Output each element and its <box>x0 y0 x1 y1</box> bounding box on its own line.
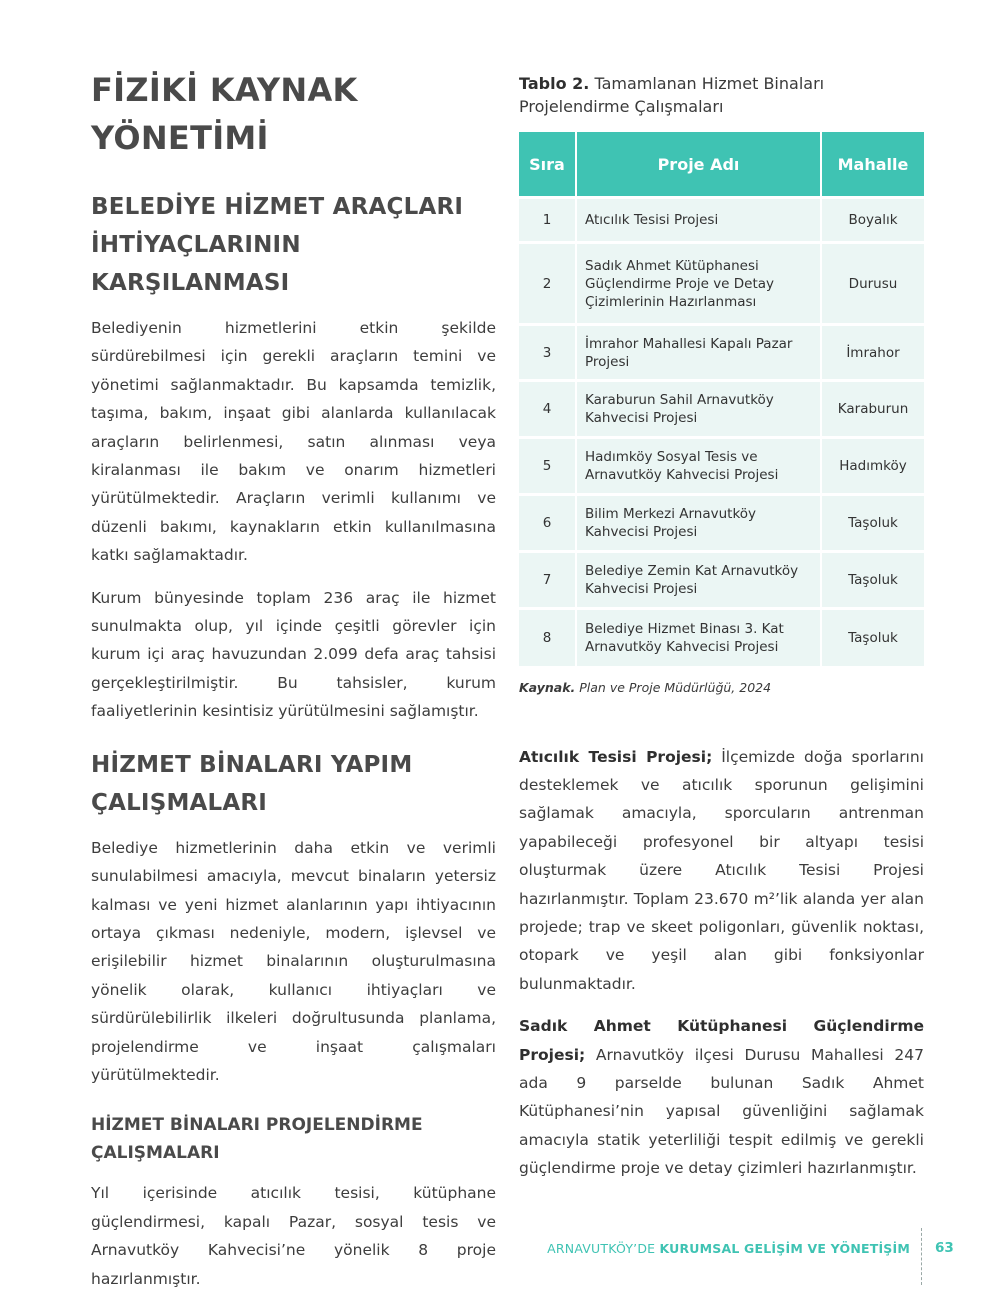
section-heading-vehicles <box>91 188 496 302</box>
section-heading-buildings-line1: HİZMET BİNALARI YAPIM <box>91 751 413 778</box>
row-project-name: Hadımköy Sosyal Tesis ve Arnavutköy Kahvecisi Projesi <box>576 438 821 495</box>
page-number: 63 <box>935 1240 954 1256</box>
atcilik-text: İlçemizde doğa sporlarını desteklemek ve atıcılık sporunun gelişimini sağlamak amacıyla, sporcuların antrenman yapabileceği profesyonel bir altyapı tesisi oluşturmak üzere Atıcılık Tesisi Projesi hazırlanmıştır. Toplam 23.670 m²’lik alanda yer alan projede; trap ve skeet poligonları, güvenlik noktası, otopark ve yeşil alan gibi fonksiyonlar bulunmaktadır. <box>519 747 924 993</box>
row-project-name: Bilim Merkezi Arnavutköy Kahvecisi Projesi <box>576 495 821 552</box>
row-mahalle: Hadımköy <box>821 438 924 495</box>
section-heading-projects-line2: ÇALIŞMALARI <box>91 1143 220 1164</box>
row-project-name: Belediye Hizmet Binası 3. Kat Arnavutköy Kahvecisi Projesi <box>576 609 821 666</box>
atcilik-paragraph <box>519 743 924 999</box>
row-number: 5 <box>519 438 576 495</box>
row-number: 2 <box>519 243 576 325</box>
section-heading-buildings <box>91 746 496 822</box>
vehicles-paragraph-1: Belediyenin hizmetlerini etkin şekilde sürdürebilmesi için gerekli araçların temini ve yönetimi sağlanmaktadır. Bu kapsamda temizlik, taşıma, bakım, inşaat gibi alanlarda kullanılacak araçların belirlenmesi, satın alınması veya kiralanması ile bakım ve onarım hizmetleri yürütülmektedir. Araçların verimli kullanımı ve düzenli bakımı, kaynakların etkin kullanılmasına katkı sağlamaktadır. <box>91 319 496 565</box>
table-row <box>519 381 924 438</box>
table-label: Tablo 2. <box>519 74 590 93</box>
table-row <box>519 552 924 609</box>
atcilik-lead: Atıcılık Tesisi Projesi; <box>519 747 713 766</box>
kutuphane-text: Arnavutköy ilçesi Durusu Mahallesi 247 ada 9 parselde bulunan Sadık Ahmet Kütüphanesi’nin yapısal güvenliğini sağlamak amacıyla statik yeterliliği tespit edilmiş ve gerekli güçlendirme proje ve detay çizimleri hazırlanmıştır. <box>519 1045 924 1178</box>
page-title-line1: FİZİKİ KAYNAK <box>91 71 358 109</box>
table-row <box>519 198 924 243</box>
row-number: 6 <box>519 495 576 552</box>
projects-table <box>519 132 924 666</box>
table-caption-text: Tamamlanan Hizmet Binaları Projelendirme Çalışmaları <box>519 74 825 116</box>
table-row <box>519 325 924 381</box>
row-number: 3 <box>519 325 576 381</box>
row-number: 7 <box>519 552 576 609</box>
table-caption <box>519 72 924 118</box>
row-mahalle: Taşoluk <box>821 552 924 609</box>
right-column <box>519 72 924 1197</box>
left-column <box>91 66 496 1307</box>
row-mahalle: Karaburun <box>821 381 924 438</box>
kutuphane-paragraph <box>519 1012 924 1182</box>
table-row <box>519 438 924 495</box>
projects-paragraph: Yıl içerisinde atıcılık tesisi, kütüphane güçlendirmesi, kapalı Pazar, sosyal tesis ve Arnavutköy Kahvecisi’ne yönelik 8 proje hazırlanmıştır. <box>91 1184 496 1288</box>
table-row <box>519 243 924 325</box>
row-project-name: Belediye Zemin Kat Arnavutköy Kahvecisi Projesi <box>576 552 821 609</box>
table-source <box>519 680 924 695</box>
footer-prefix: ARNAVUTKÖY’DE <box>547 1241 656 1256</box>
page-title <box>91 66 496 162</box>
header-proje-adi: Proje Adı <box>576 132 821 198</box>
footer-emphasis: KURUMSAL GELİŞİM VE YÖNETİŞİM <box>659 1241 910 1256</box>
table-header-row <box>519 132 924 198</box>
source-text: Plan ve Proje Müdürlüğü, 2024 <box>579 679 772 695</box>
row-mahalle: İmrahor <box>821 325 924 381</box>
header-sira: Sıra <box>519 132 576 198</box>
section-heading-projects-line1: HİZMET BİNALARI PROJELENDİRME <box>91 1115 423 1136</box>
kutuphane-lead: Sadık Ahmet Kütüphanesi Güçlendirme Projesi; <box>519 1017 924 1064</box>
row-project-name: İmrahor Mahallesi Kapalı Pazar Projesi <box>576 325 821 381</box>
section-heading-buildings-line2: ÇALIŞMALARI <box>91 789 268 816</box>
row-mahalle: Boyalık <box>821 198 924 243</box>
row-project-name: Sadık Ahmet Kütüphanesi Güçlendirme Proje ve Detay Çizimlerinin Hazırlanması <box>576 243 821 325</box>
table-row <box>519 609 924 666</box>
row-mahalle: Durusu <box>821 243 924 325</box>
row-mahalle: Taşoluk <box>821 609 924 666</box>
row-number: 1 <box>519 198 576 243</box>
running-footer <box>547 1241 910 1256</box>
header-mahalle: Mahalle <box>821 132 924 198</box>
section-heading-vehicles-line2: İHTİYAÇLARININ KARŞILANMASI <box>91 232 301 296</box>
buildings-paragraph: Belediye hizmetlerinin daha etkin ve verimli sunulabilmesi amacıyla, mevcut binaların yetersiz kalması ve yeni hizmet alanlarının yapı ihtiyacının ortaya çıkması nedeniyle, modern, işlevsel ve erişilebilir hizmet binalarının oluşturulmasına yönelik olarak, kullanıcı ihtiyaçları ve sürdürülebilirlik ilkeleri doğrultusunda planlama, projelendirme ve inşaat çalışmaları yürütülmektedir. <box>91 838 496 1084</box>
source-label: Kaynak. <box>519 679 576 695</box>
page-title-line2: YÖNETİMİ <box>91 119 269 157</box>
row-project-name: Karaburun Sahil Arnavutköy Kahvecisi Projesi <box>576 381 821 438</box>
row-number: 4 <box>519 381 576 438</box>
footer-divider <box>921 1228 922 1285</box>
row-number: 8 <box>519 609 576 666</box>
row-project-name: Atıcılık Tesisi Projesi <box>576 198 821 243</box>
section-heading-projects <box>91 1111 496 1167</box>
row-mahalle: Taşoluk <box>821 495 924 552</box>
vehicles-paragraph-2: Kurum bünyesinde toplam 236 araç ile hizmet sunulmakta olup, yıl içinde çeşitli görevler için kurum içi araç havuzundan 2.099 defa araç tahsisi gerçekleştirilmiştir. Bu tahsisler, kurum faaliyetlerinin kesintisiz yürütülmesini sağlamıştır. <box>91 588 496 721</box>
table-row <box>519 495 924 552</box>
section-heading-vehicles-line1: BELEDİYE HİZMET ARAÇLARI <box>91 194 464 220</box>
